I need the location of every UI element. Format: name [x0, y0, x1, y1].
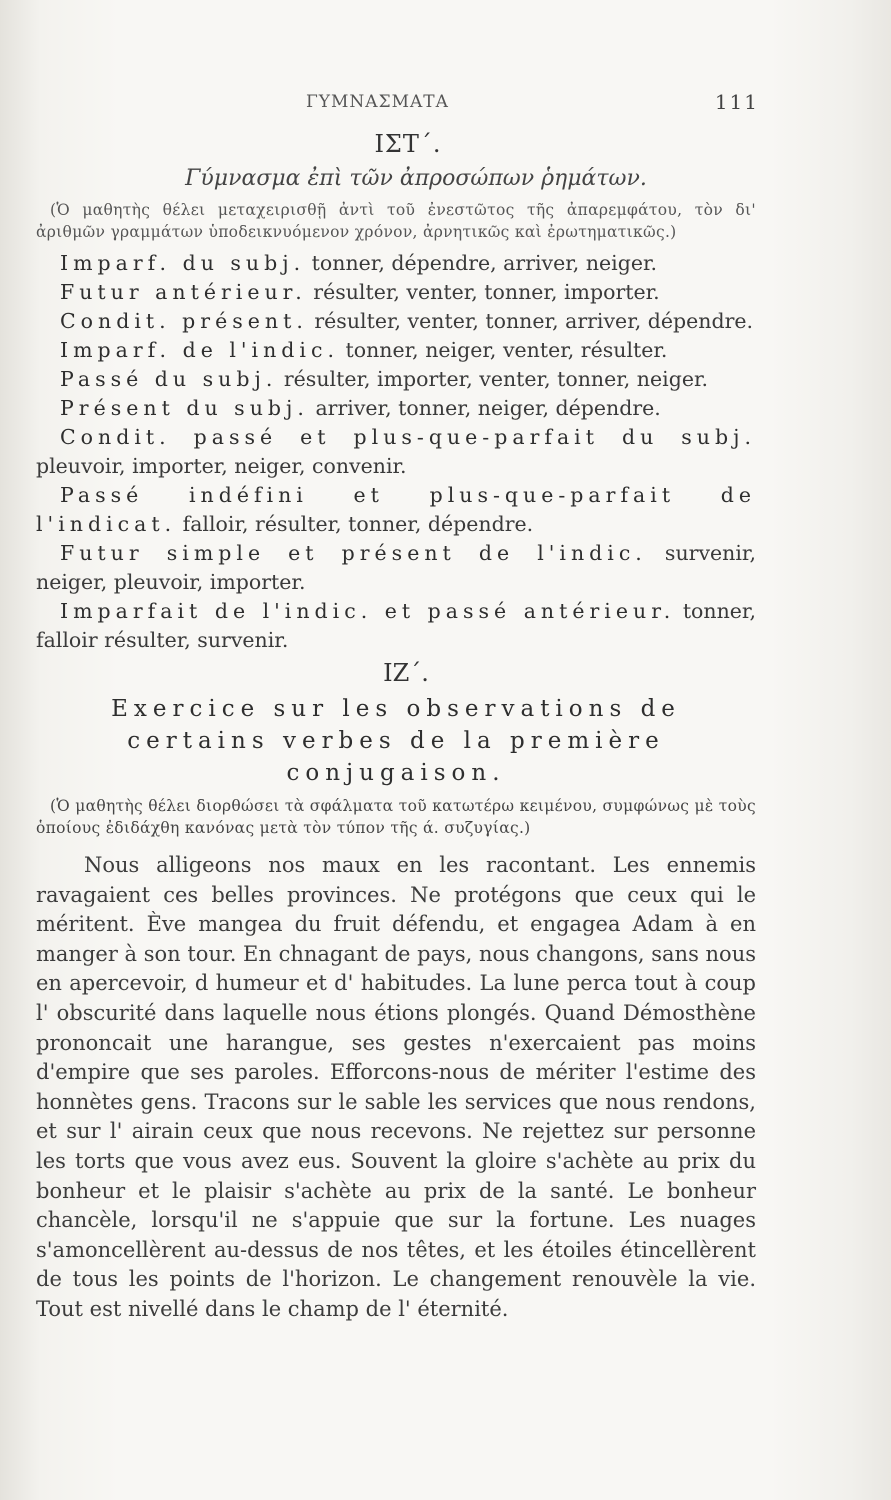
exercise-item	[36, 249, 756, 278]
tense-label: Imparf. du subj.	[60, 251, 306, 275]
verb-list: survenir, neiger, pleuvoir, importer.	[36, 541, 756, 594]
tense-label: Passé du subj.	[60, 367, 278, 391]
exercise-item	[36, 481, 756, 539]
verb-list: résulter, venter, tonner, importer.	[313, 280, 660, 304]
page-number: 111	[714, 90, 759, 114]
tense-label: Imparfait de l'indic. et passé antérieur.	[60, 599, 676, 623]
verb-list: arriver, tonner, neiger, dépendre.	[315, 396, 661, 420]
section-number-16: ΙΣΤ΄.	[374, 130, 442, 158]
exercise-item	[36, 394, 756, 423]
exercise-item	[36, 307, 756, 336]
verb-list: résulter, venter, tonner, arriver, dépendre.	[314, 309, 754, 333]
running-header	[36, 90, 759, 126]
greek-instruction-note: (Ὁ μαθητὴς θέλει μεταχειρισθῇ ἀντὶ τοῦ ἐνεστῶτος τῆς ἀπαρεμφάτου, τὸν δι' ἀριθμῶν γραμμάτων ὑποδεικνυόμενον χρόνον, ἀρνητικῶς καὶ ἐρωτηματικῶς.)	[36, 201, 756, 241]
verb-list: pleuvoir, importer, neiger, convenir.	[36, 454, 407, 478]
exercise-heading: Exercice sur les observations de certains verbes de la première conjugaison.	[111, 696, 681, 786]
section-title-greek: Γύμνασμα ἐπὶ τῶν ἀπροσώπων ῥημάτων.	[185, 166, 647, 191]
book-page	[36, 90, 759, 1325]
tense-label: Présent du subj.	[60, 396, 309, 420]
verb-list: falloir, résulter, tonner, dépendre.	[182, 512, 534, 536]
tense-label: Condit. présent.	[60, 309, 308, 333]
tense-label: Futur simple et présent de l'indic.	[60, 541, 647, 565]
greek-instruction-note-2: (Ὁ μαθητὴς θέλει διορθώσει τὰ σφάλματα τοῦ κατωτέρω κειμένου, συμφώνως μὲ τοὺς ὁποίους ἐδιδάχθη κανόνας μετὰ τὸν τύπον τῆς ά. συζυγίας.)	[36, 797, 756, 837]
running-title: ΓΥΜΝΑΣΜΑΤΑ	[306, 92, 449, 112]
verb-list: tonner, dépendre, arriver, neiger.	[311, 251, 658, 275]
exercise-item	[36, 597, 756, 655]
exercise-item	[36, 539, 756, 597]
verb-list: tonner, falloir résulter, survenir.	[36, 599, 756, 652]
tense-label: Imparf. de l'indic.	[60, 338, 339, 362]
verb-list: résulter, importer, venter, tonner, neiger.	[283, 367, 709, 391]
tense-label: Futur antérieur.	[60, 280, 307, 304]
exercise-item	[36, 423, 756, 481]
tense-label: Passé indéfini et plus-que-parfait de l'indicat.	[36, 483, 756, 536]
exercise-item	[36, 278, 756, 307]
verb-list: tonner, neiger, venter, résulter.	[345, 338, 668, 362]
exercise-item	[36, 365, 756, 394]
correction-text: Nous alligeons nos maux en les racontant. Les ennemis ravagaient ces belles provinces. Ne protégons que ceux qui le méritent. Ève mangea du fruit défendu, et engagea Adam à en manger à son tour. En chnagant de pays, nous changons, sans nous en apercevoir, d humeur et d' habitudes. La lune perca tout à coup l' obscurité dans laquelle nous étions plongés. Quand Démosthène prononcait une harangue, ses gestes n'exercaient pas moins d'empire que ses paroles. Efforcons-nous de mériter l'estime des honnètes gens. Tracons sur le sable les services que nous rendons, et sur l' airain ceux que nous recevons. Ne rejettez sur personne les torts que vous avez eus. Souvent la gloire s'achète au prix du bonheur et le plaisir s'achète au prix de la santé. Le bonheur chancèle, lorsqu'il ne s'appuie que sur la fortune. Les nuages s'amoncellèrent au-dessus de nos têtes, et les étoiles étincellèrent de tous les points de l'horizon. Le changement renouvèle la vie. Tout est nivellé dans le champ de l' éternité.	[36, 853, 756, 1321]
exercise-list	[36, 249, 756, 655]
tense-label: Condit. passé et plus-que-parfait du subj.	[60, 425, 756, 449]
exercise-item	[36, 336, 756, 365]
section-number-17: ΙΖ΄.	[383, 659, 429, 687]
